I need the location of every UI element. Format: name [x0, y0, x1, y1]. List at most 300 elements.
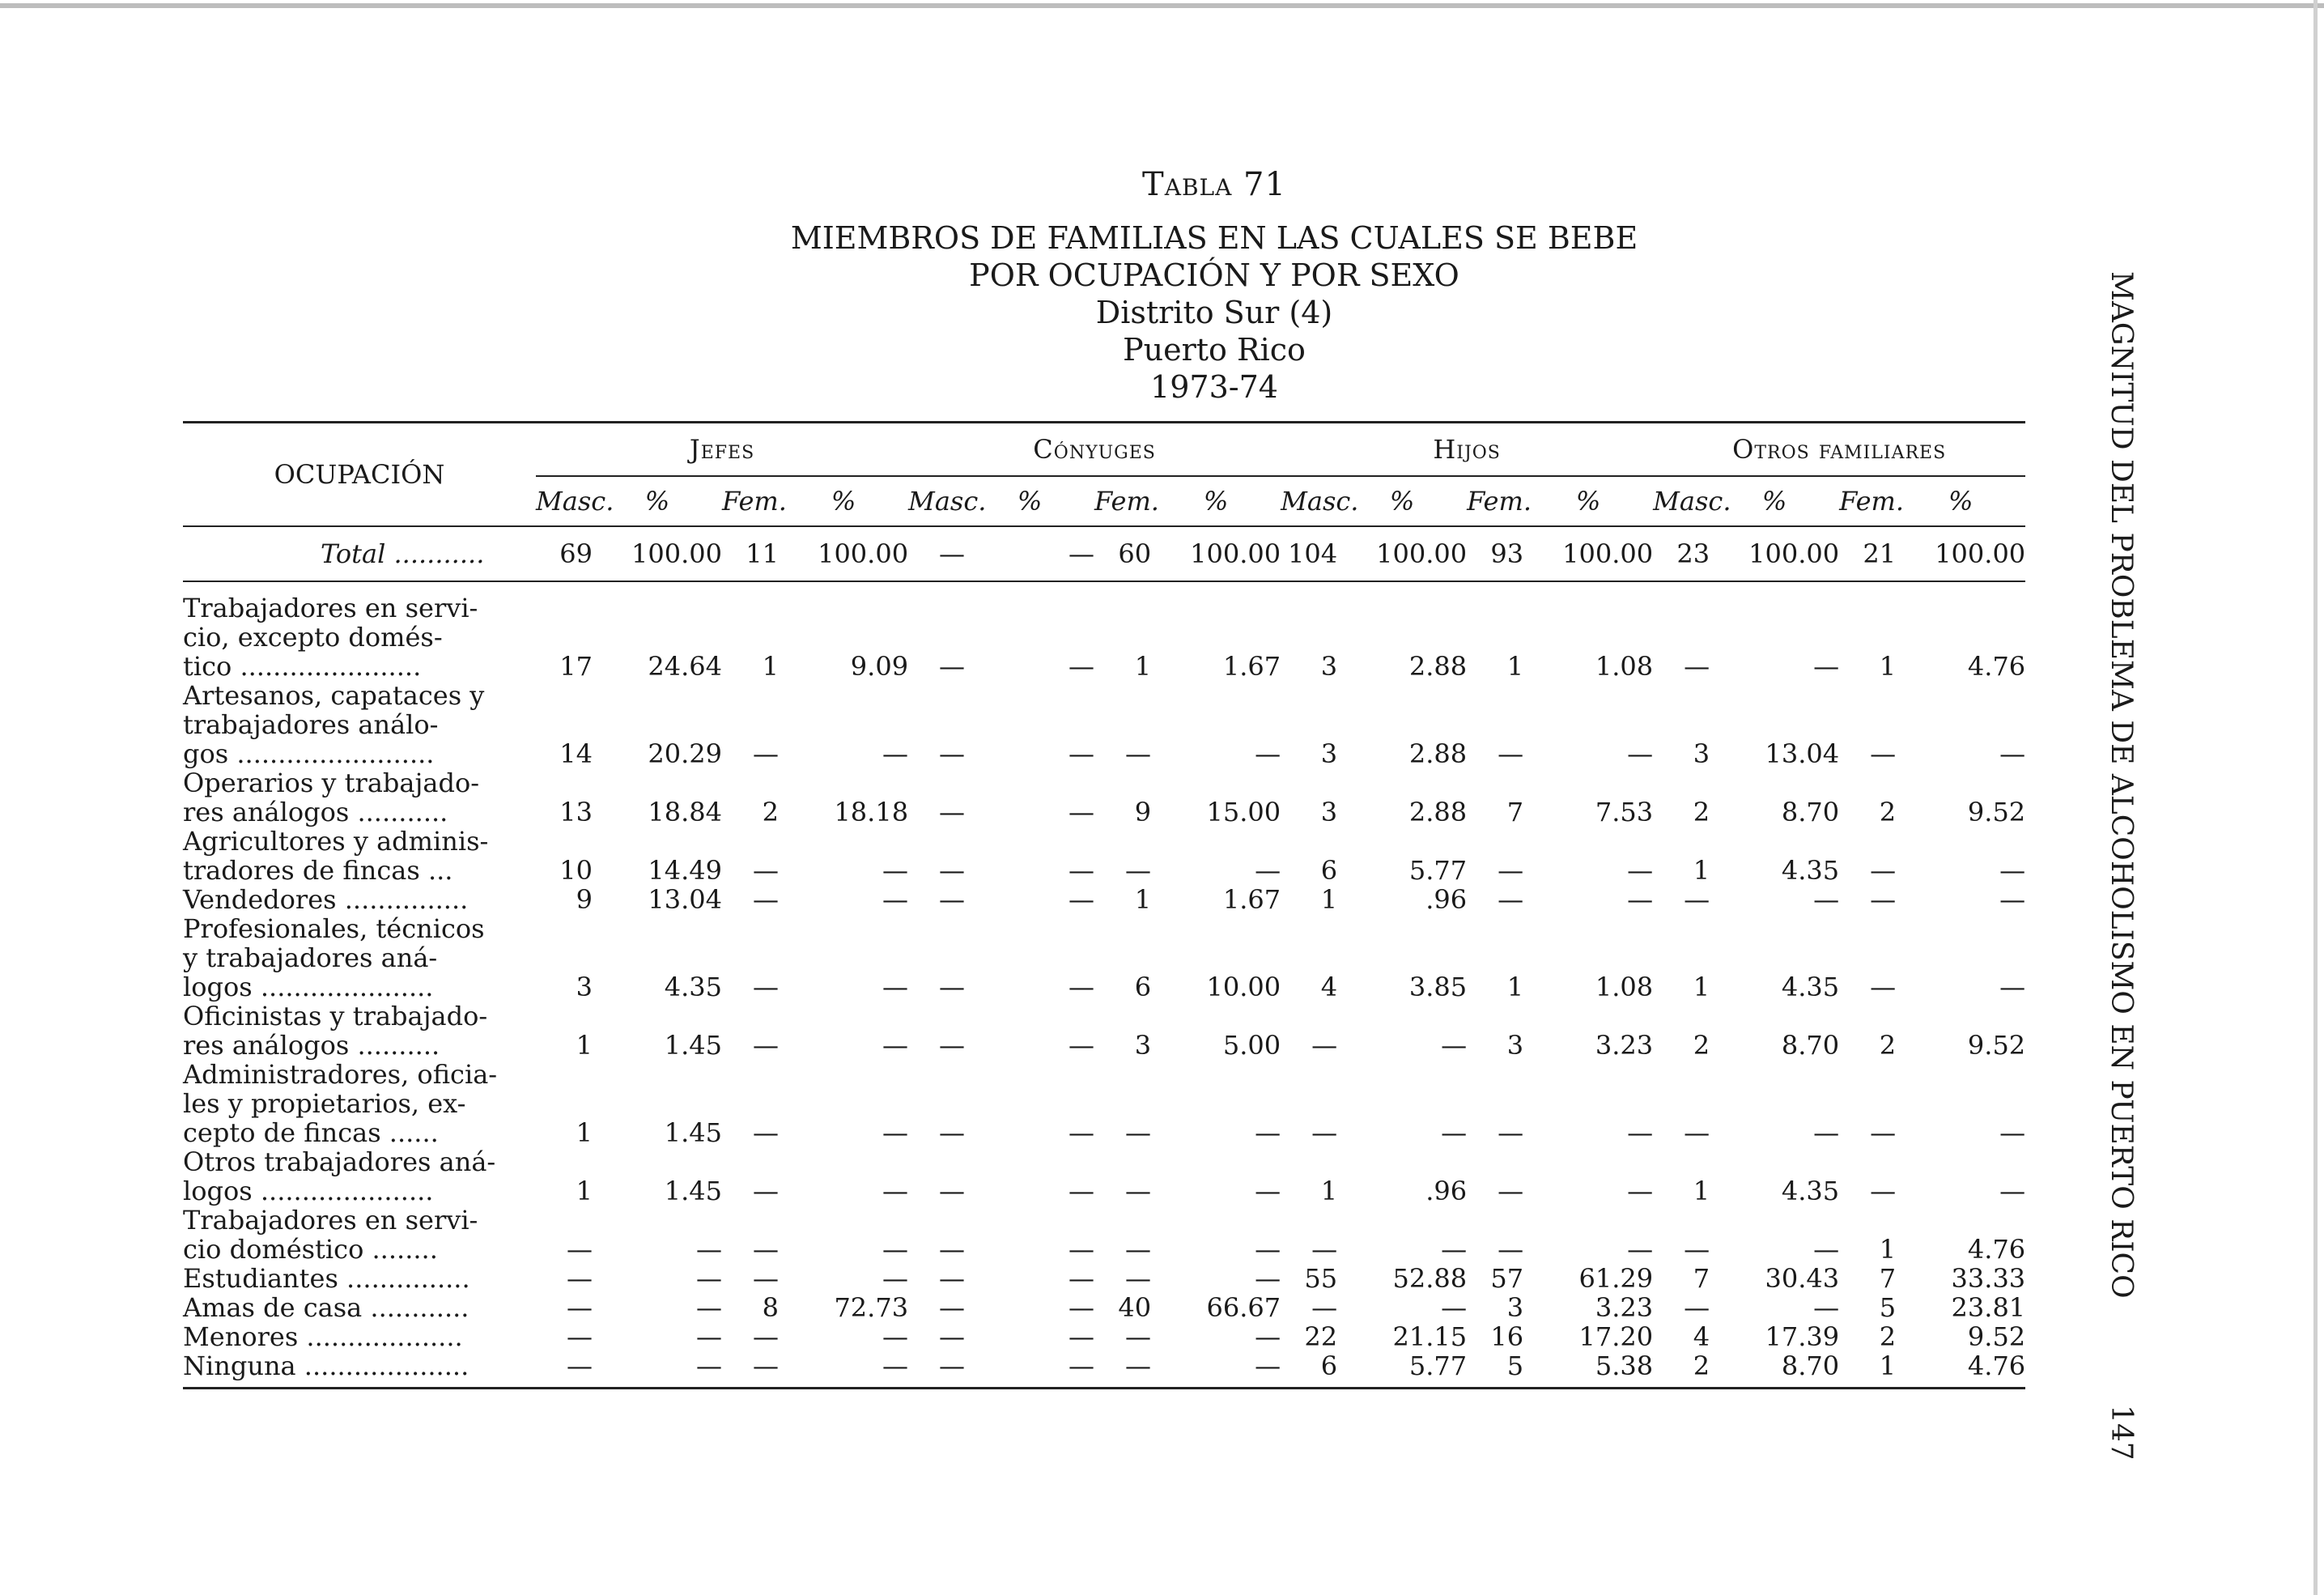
data-cell: 6	[1320, 855, 1338, 886]
data-cell: 5	[1467, 1351, 1523, 1389]
data-cell: —	[1441, 1030, 1468, 1061]
data-cell: 9	[576, 884, 593, 915]
table-row	[183, 681, 2025, 768]
data-cell: —	[1069, 1292, 1095, 1323]
table-row	[183, 885, 2025, 914]
data-cell: 1	[1134, 884, 1152, 915]
total-cell: 69	[536, 526, 593, 581]
data-cell: 6	[1134, 972, 1152, 1002]
data-cell: 1	[1693, 855, 1710, 886]
running-title: MAGNITUD DEL PROBLEMA DE ALCOHOLISMO EN PUERTO RICO	[2105, 271, 2138, 1299]
data-cell: 3	[1320, 797, 1338, 827]
data-cell: 7.53	[1595, 797, 1654, 827]
data-cell: —	[882, 1030, 909, 1061]
subcolumn-header: %	[1710, 476, 1839, 526]
data-cell: 3.23	[1595, 1292, 1654, 1323]
data-cell: —	[1069, 1263, 1095, 1294]
data-cell: —	[1069, 1117, 1095, 1148]
table-subtitle: POR OCUPACIÓN Y POR SEXO	[969, 257, 1459, 293]
data-cell: 10	[559, 855, 593, 886]
data-cell: —	[1255, 738, 1281, 769]
total-cell: 104	[1281, 526, 1337, 581]
subcolumn-header: Fem.	[1467, 476, 1523, 526]
data-cell: —	[1311, 1030, 1338, 1061]
occupation-label-line: Trabajadores en servi-	[183, 593, 478, 623]
data-cell: —	[1498, 738, 1524, 769]
data-cell: —	[1069, 1176, 1095, 1206]
data-cell: —	[1255, 855, 1281, 886]
data-cell: —	[696, 1321, 722, 1352]
data-cell: —	[939, 1176, 966, 1206]
occupation-label	[183, 1206, 536, 1264]
occupation-label-line: Artesanos, capataces y	[183, 680, 485, 711]
data-cell: —	[882, 1117, 909, 1148]
data-cell: —	[1498, 1117, 1524, 1148]
data-cell: 2	[1653, 1351, 1710, 1389]
subcolumn-header: Masc.	[1281, 476, 1337, 526]
data-cell: 1	[1693, 1176, 1710, 1206]
data-cell: —	[1999, 884, 2026, 915]
data-cell: —	[1684, 1292, 1710, 1323]
occupation-label	[183, 768, 536, 827]
data-cell: .96	[1425, 884, 1468, 915]
data-cell: 1.08	[1595, 972, 1654, 1002]
total-row	[183, 526, 2025, 581]
occupation-label-line: Ninguna ....................	[183, 1350, 469, 1381]
data-cell: —	[939, 797, 966, 827]
data-cell: 9.52	[1967, 1030, 2026, 1061]
data-cell: 4.35	[664, 972, 722, 1002]
occupation-label	[183, 914, 536, 1002]
data-cell: 10.00	[1206, 972, 1281, 1002]
occupation-label	[183, 885, 536, 914]
occupation-label-line: gos ........................	[183, 738, 435, 769]
group-header-conyuges: Cónyuges	[908, 423, 1281, 477]
data-cell: 72.73	[834, 1292, 909, 1323]
data-cell: —	[939, 1263, 966, 1294]
data-cell: —	[939, 1321, 966, 1352]
table-row	[183, 1322, 2025, 1351]
data-cell: —	[1311, 1292, 1338, 1323]
occupation-label-line: tico ......................	[183, 651, 422, 682]
data-cell: —	[1627, 1176, 1654, 1206]
data-cell: —	[1870, 972, 1897, 1002]
occupation-label	[183, 1264, 536, 1293]
data-cell: 2	[1879, 1321, 1897, 1352]
data-cell: 1.67	[1222, 651, 1281, 682]
table-title-block	[567, 166, 1862, 406]
table-number: Tabla 71	[1142, 166, 1286, 203]
occupation-label-line: Agricultores y adminis-	[183, 826, 489, 857]
data-cell: —	[1813, 1117, 1840, 1148]
table-title: MIEMBROS DE FAMILIAS EN LAS CUALES SE BEBE	[790, 220, 1638, 256]
data-cell: 8	[762, 1292, 779, 1323]
data-cell: —	[1999, 972, 2026, 1002]
data-cell: 1	[1134, 651, 1152, 682]
data-cell: —	[722, 1351, 779, 1389]
group-header-row	[183, 423, 2025, 477]
total-cell: 21	[1839, 526, 1896, 581]
data-cell: —	[753, 972, 779, 1002]
data-cell: —	[1813, 1234, 1840, 1265]
occupation-label	[183, 1351, 536, 1389]
data-cell: —	[1125, 1234, 1152, 1265]
table-row	[183, 1206, 2025, 1264]
subcolumn-header: %	[1337, 476, 1467, 526]
data-cell: —	[1069, 738, 1095, 769]
data-cell: 66.67	[1206, 1292, 1281, 1323]
data-cell: —	[1125, 1321, 1152, 1352]
data-cell: —	[1870, 1117, 1897, 1148]
data-table	[183, 421, 2025, 1389]
subcolumn-header: %	[1523, 476, 1653, 526]
data-cell: 5.00	[1222, 1030, 1281, 1061]
data-cell: —	[753, 738, 779, 769]
occupation-label-line: trabajadores análo-	[183, 709, 439, 740]
data-cell: 6	[1281, 1351, 1337, 1389]
data-cell: 9	[1134, 797, 1152, 827]
occupation-label-line: Estudiantes ...............	[183, 1263, 470, 1294]
occupation-label	[183, 1060, 536, 1147]
occupation-label	[183, 1293, 536, 1322]
data-cell: 4	[1320, 972, 1338, 1002]
data-cell: —	[1094, 1351, 1151, 1389]
data-cell: 57	[1490, 1263, 1524, 1294]
table-row	[183, 827, 2025, 885]
data-cell: —	[1255, 1321, 1281, 1352]
data-cell: —	[1999, 1176, 2026, 1206]
data-cell: 2.88	[1408, 797, 1468, 827]
total-cell: —	[965, 526, 1094, 581]
data-cell: 7	[1506, 797, 1524, 827]
data-cell: —	[1498, 884, 1524, 915]
subcolumn-header: Masc.	[908, 476, 965, 526]
data-cell: —	[1870, 1176, 1897, 1206]
data-cell: 1	[1320, 884, 1338, 915]
occupation-label-line: tradores de fincas ...	[183, 855, 453, 886]
occupation-label-line: Trabajadores en servi-	[183, 1205, 478, 1236]
total-cell: 11	[722, 526, 779, 581]
data-cell: —	[753, 1263, 779, 1294]
data-cell: —	[882, 884, 909, 915]
data-cell: —	[1684, 884, 1710, 915]
data-cell: —	[753, 1030, 779, 1061]
data-cell: —	[1999, 738, 2026, 769]
data-cell: —	[567, 1321, 593, 1352]
data-cell: —	[753, 1117, 779, 1148]
spacer-row	[183, 581, 2025, 593]
data-cell: 20.29	[648, 738, 722, 769]
occupation-label-line: y trabajadores aná-	[183, 942, 438, 973]
table-row	[183, 1002, 2025, 1060]
data-cell: 18.84	[648, 797, 722, 827]
data-cell: 5.77	[1337, 1351, 1467, 1389]
data-cell: 1	[1320, 1176, 1338, 1206]
total-cell: 100.00	[1710, 526, 1839, 581]
data-cell: 1.08	[1595, 651, 1654, 682]
data-cell: —	[1069, 1321, 1095, 1352]
data-cell: 4.76	[1896, 1351, 2025, 1389]
data-cell: —	[1441, 1234, 1468, 1265]
total-cell: 60	[1094, 526, 1151, 581]
data-cell: —	[1627, 738, 1654, 769]
data-cell: 2.88	[1408, 738, 1468, 769]
data-cell: —	[1125, 1176, 1152, 1206]
data-cell: 18.18	[834, 797, 909, 827]
data-cell: —	[1870, 738, 1897, 769]
data-cell: —	[696, 1292, 722, 1323]
occupation-label-line: cio, excepto domés-	[183, 622, 443, 653]
data-cell: 13.04	[1765, 738, 1840, 769]
data-cell: —	[1125, 855, 1152, 886]
data-cell: 3	[1320, 651, 1338, 682]
data-cell: 8.70	[1781, 797, 1840, 827]
data-cell: 8.70	[1710, 1351, 1839, 1389]
data-cell: —	[1255, 1117, 1281, 1148]
data-cell: 1	[576, 1030, 593, 1061]
subcolumn-header: Fem.	[722, 476, 779, 526]
data-cell: 7	[1879, 1263, 1897, 1294]
running-header	[2105, 271, 2138, 1461]
data-cell: —	[939, 738, 966, 769]
data-cell: 1	[576, 1117, 593, 1148]
data-cell: —	[1069, 884, 1095, 915]
data-cell: —	[1069, 1030, 1095, 1061]
page-number: 147	[2105, 1405, 2138, 1461]
occupation-label-line: Menores ...................	[183, 1321, 463, 1352]
data-cell: 16	[1490, 1321, 1524, 1352]
table-row	[183, 1293, 2025, 1322]
data-cell: 2	[1693, 1030, 1710, 1061]
occupation-label-line: Administradores, oficia-	[183, 1059, 498, 1090]
data-cell: 3.85	[1408, 972, 1468, 1002]
data-cell: —	[536, 1351, 593, 1389]
data-cell: 17.39	[1765, 1321, 1840, 1352]
data-cell: —	[1870, 884, 1897, 915]
data-cell: —	[882, 1234, 909, 1265]
data-cell: —	[1498, 855, 1524, 886]
table-row	[183, 1264, 2025, 1293]
occupation-label	[183, 1002, 536, 1060]
occupation-label-line: Profesionales, técnicos	[183, 913, 485, 944]
subcolumn-header: Masc.	[536, 476, 593, 526]
data-cell: —	[1151, 1351, 1281, 1389]
data-cell: 2	[762, 797, 779, 827]
data-cell: 3	[1506, 1030, 1524, 1061]
data-cell: —	[1684, 1234, 1710, 1265]
data-cell: —	[1069, 797, 1095, 827]
data-cell: 3.23	[1595, 1030, 1654, 1061]
table-row	[183, 1147, 2025, 1206]
total-label: Total ...........	[183, 526, 536, 581]
data-cell: —	[1255, 1176, 1281, 1206]
subcolumn-header: Masc.	[1653, 476, 1710, 526]
occupation-label-line: Otros trabajadores aná-	[183, 1146, 496, 1177]
subcolumn-header: %	[593, 476, 722, 526]
occupation-label	[183, 827, 536, 885]
data-cell: 14	[559, 738, 593, 769]
data-cell: —	[939, 1292, 966, 1323]
total-cell: 100.00	[1523, 526, 1653, 581]
occupation-label-line: logos .....................	[183, 1176, 434, 1206]
data-cell: 3	[1506, 1292, 1524, 1323]
data-cell: 14.49	[648, 855, 722, 886]
occupation-label-line: Oficinistas y trabajado-	[183, 1001, 488, 1031]
data-cell: 1.67	[1222, 884, 1281, 915]
data-cell: —	[1125, 738, 1152, 769]
data-cell: 2.88	[1408, 651, 1468, 682]
data-cell: —	[1684, 1117, 1710, 1148]
data-cell: 2	[1879, 797, 1897, 827]
occupation-label-line: cepto de fincas ......	[183, 1117, 439, 1148]
data-cell: 5.38	[1523, 1351, 1653, 1389]
data-cell: —	[753, 1321, 779, 1352]
data-cell: —	[1069, 855, 1095, 886]
data-cell: 5.77	[1408, 855, 1468, 886]
data-cell: 33.33	[1951, 1263, 2026, 1294]
data-cell: —	[939, 855, 966, 886]
data-cell: 7	[1693, 1263, 1710, 1294]
data-cell: 2	[1693, 797, 1710, 827]
data-cell: —	[1813, 884, 1840, 915]
data-cell: —	[1498, 1176, 1524, 1206]
data-cell: —	[1441, 1117, 1468, 1148]
occupation-label-line: Amas de casa ............	[183, 1292, 469, 1323]
occupation-label	[183, 1147, 536, 1206]
data-cell: —	[593, 1351, 722, 1389]
occupation-label	[183, 681, 536, 768]
table-row	[183, 1351, 2025, 1389]
data-cell: —	[1684, 651, 1710, 682]
data-cell: —	[1311, 1234, 1338, 1265]
data-cell: 4.35	[1781, 1176, 1840, 1206]
scan-top-edge	[0, 3, 2324, 8]
occupation-label-line: res análogos ...........	[183, 797, 448, 827]
group-header-hijos: Hijos	[1281, 423, 1653, 477]
data-cell: —	[1627, 1117, 1654, 1148]
data-cell: 1	[1506, 651, 1524, 682]
data-cell: 21.15	[1392, 1321, 1468, 1352]
data-cell: —	[696, 1263, 722, 1294]
group-header-jefes: Jefes	[536, 423, 908, 477]
total-cell: —	[908, 526, 965, 581]
data-cell: 3	[1320, 738, 1338, 769]
data-cell: 4.35	[1781, 972, 1840, 1002]
data-cell: —	[753, 1176, 779, 1206]
data-cell: 1.45	[664, 1176, 722, 1206]
data-cell: 9.52	[1967, 797, 2026, 827]
data-cell: 1	[1879, 651, 1897, 682]
data-cell: —	[1999, 855, 2026, 886]
data-cell: —	[939, 1117, 966, 1148]
data-cell: 1	[1693, 972, 1710, 1002]
data-cell: 1	[576, 1176, 593, 1206]
data-cell: 30.43	[1765, 1263, 1840, 1294]
data-cell: —	[939, 651, 966, 682]
data-cell: —	[1627, 855, 1654, 886]
data-cell: 3	[576, 972, 593, 1002]
data-cell: 24.64	[648, 651, 722, 682]
district: Distrito Sur (4)	[1095, 295, 1333, 330]
table-row	[183, 768, 2025, 827]
data-cell: 8.70	[1781, 1030, 1840, 1061]
occupation-label	[183, 1322, 536, 1351]
occupation-label	[183, 593, 536, 681]
occupation-label-line: res análogos ..........	[183, 1030, 440, 1061]
occupation-label-line: cio doméstico ........	[183, 1234, 438, 1265]
data-cell: 1	[1506, 972, 1524, 1002]
data-cell: —	[1255, 1234, 1281, 1265]
data-cell: 3	[1134, 1030, 1152, 1061]
total-cell: 23	[1653, 526, 1710, 581]
subcolumn-header: %	[1896, 476, 2025, 526]
data-cell: —	[779, 1351, 908, 1389]
data-cell: —	[882, 738, 909, 769]
data-cell: —	[939, 1030, 966, 1061]
data-cell: 4.76	[1967, 651, 2026, 682]
table-row	[183, 593, 2025, 681]
data-cell: 52.88	[1392, 1263, 1468, 1294]
data-cell: 13	[559, 797, 593, 827]
data-cell: 40	[1118, 1292, 1152, 1323]
total-cell: 100.00	[1337, 526, 1467, 581]
data-cell: —	[908, 1351, 965, 1389]
data-cell: —	[696, 1234, 722, 1265]
data-cell: —	[1627, 884, 1654, 915]
total-cell: 100.00	[593, 526, 722, 581]
location: Puerto Rico	[1123, 332, 1306, 368]
data-cell: 4	[1693, 1321, 1710, 1352]
data-cell: —	[1627, 1234, 1654, 1265]
data-cell: 17.20	[1578, 1321, 1654, 1352]
data-cell: 1	[1839, 1351, 1896, 1389]
data-cell: 4.35	[1781, 855, 1840, 886]
subcolumn-header: %	[779, 476, 908, 526]
subcolumn-header: %	[965, 476, 1094, 526]
subcolumn-header: Fem.	[1839, 476, 1896, 526]
data-cell: 22	[1304, 1321, 1338, 1352]
subcolumn-header: Fem.	[1094, 476, 1151, 526]
data-cell: —	[567, 1292, 593, 1323]
data-cell: —	[1069, 1234, 1095, 1265]
data-cell: —	[939, 884, 966, 915]
data-cell: —	[753, 1234, 779, 1265]
data-cell: 5	[1879, 1292, 1897, 1323]
data-cell: —	[1999, 1117, 2026, 1148]
occupation-label-line: les y propietarios, ex-	[183, 1088, 466, 1119]
data-cell: 9.52	[1967, 1321, 2026, 1352]
data-cell: —	[882, 1176, 909, 1206]
data-cell: —	[1498, 1234, 1524, 1265]
occupation-header: OCUPACIÓN	[183, 423, 536, 527]
total-cell: 93	[1467, 526, 1523, 581]
data-cell: —	[567, 1263, 593, 1294]
data-cell: .96	[1425, 1176, 1468, 1206]
subcolumn-header: %	[1151, 476, 1281, 526]
occupation-label-line: Vendedores ...............	[183, 884, 469, 915]
data-cell: —	[1813, 1292, 1840, 1323]
table-body	[183, 526, 2025, 1389]
table-row	[183, 914, 2025, 1002]
total-cell: 100.00	[1896, 526, 2025, 581]
data-cell: 23.81	[1951, 1292, 2026, 1323]
occupation-label-line: Operarios y trabajado-	[183, 768, 480, 798]
data-cell: —	[882, 972, 909, 1002]
data-cell: 1.45	[664, 1117, 722, 1148]
data-cell: —	[882, 1321, 909, 1352]
occupation-label-line: logos .....................	[183, 972, 434, 1002]
data-cell: —	[753, 884, 779, 915]
